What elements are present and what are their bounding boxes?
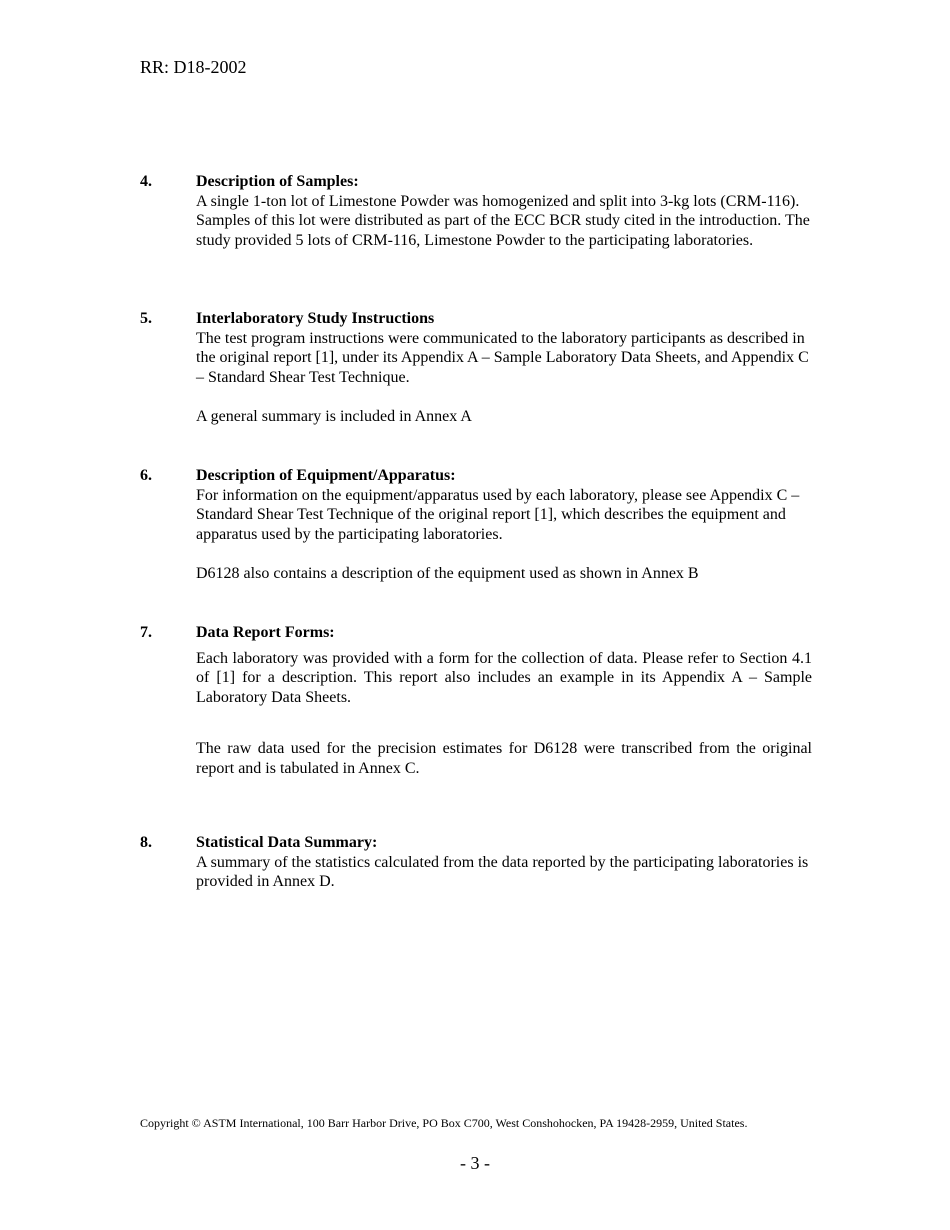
document-id-header: RR: D18-2002 xyxy=(140,57,247,77)
page-number: - 3 - xyxy=(460,1153,490,1173)
copyright-footer: Copyright © ASTM International, 100 Barr Harbor Drive, PO Box C700, West Conshohocken, PA 19428-2959, United States. xyxy=(140,1116,748,1130)
section-number: 4. xyxy=(140,173,152,190)
section-paragraph: Each laboratory was provided with a form for the collection of data. Please refer to Section 4.1 of [1] for a description. This report also includes an example in its Appendix A – Sample Laboratory Data Sheets. xyxy=(196,649,812,706)
section-number: 8. xyxy=(140,834,152,851)
section-title: Description of Samples: xyxy=(196,173,359,190)
section-paragraph: D6128 also contains a description of the equipment used as shown in Annex B xyxy=(196,564,699,582)
section-title: Interlaboratory Study Instructions xyxy=(196,310,435,327)
section-number: 7. xyxy=(140,624,152,641)
section-paragraph: The test program instructions were communicated to the laboratory participants as described in the original report [1], under its Appendix A – Sample Laboratory Data Sheets, and Appendix C – Standard Shear Test Technique. xyxy=(196,329,809,386)
section-title: Statistical Data Summary: xyxy=(196,834,378,851)
section-title: Description of Equipment/Apparatus: xyxy=(196,467,456,484)
section-paragraph: The raw data used for the precision estimates for D6128 were transcribed from the original report and is tabulated in Annex C. xyxy=(196,740,812,777)
section-title: Data Report Forms: xyxy=(196,624,335,641)
section-number: 5. xyxy=(140,310,152,327)
section-paragraph: A single 1-ton lot of Limestone Powder was homogenized and split into 3-kg lots (CRM-116). Samples of this lot were distributed as part of the ECC BCR study cited in the introduction. The study provided 5 lots of CRM-116, Limestone Powder to the participating laboratories. xyxy=(196,192,810,249)
section-data-report-forms xyxy=(140,623,812,779)
section-description-of-samples xyxy=(140,172,812,250)
section-interlaboratory-study-instructions xyxy=(140,309,812,427)
section-statistical-data-summary xyxy=(140,833,812,892)
section-description-of-equipment xyxy=(140,466,812,584)
section-paragraph: A summary of the statistics calculated from the data reported by the participating laboratories is provided in Annex D. xyxy=(196,853,809,891)
section-number: 6. xyxy=(140,467,152,484)
section-paragraph: For information on the equipment/apparatus used by each laboratory, please see Appendix C – Standard Shear Test Technique of the original report [1], which describes the equipment and apparatus used by the participating laboratories. xyxy=(196,486,800,543)
section-paragraph: A general summary is included in Annex A xyxy=(196,407,472,425)
